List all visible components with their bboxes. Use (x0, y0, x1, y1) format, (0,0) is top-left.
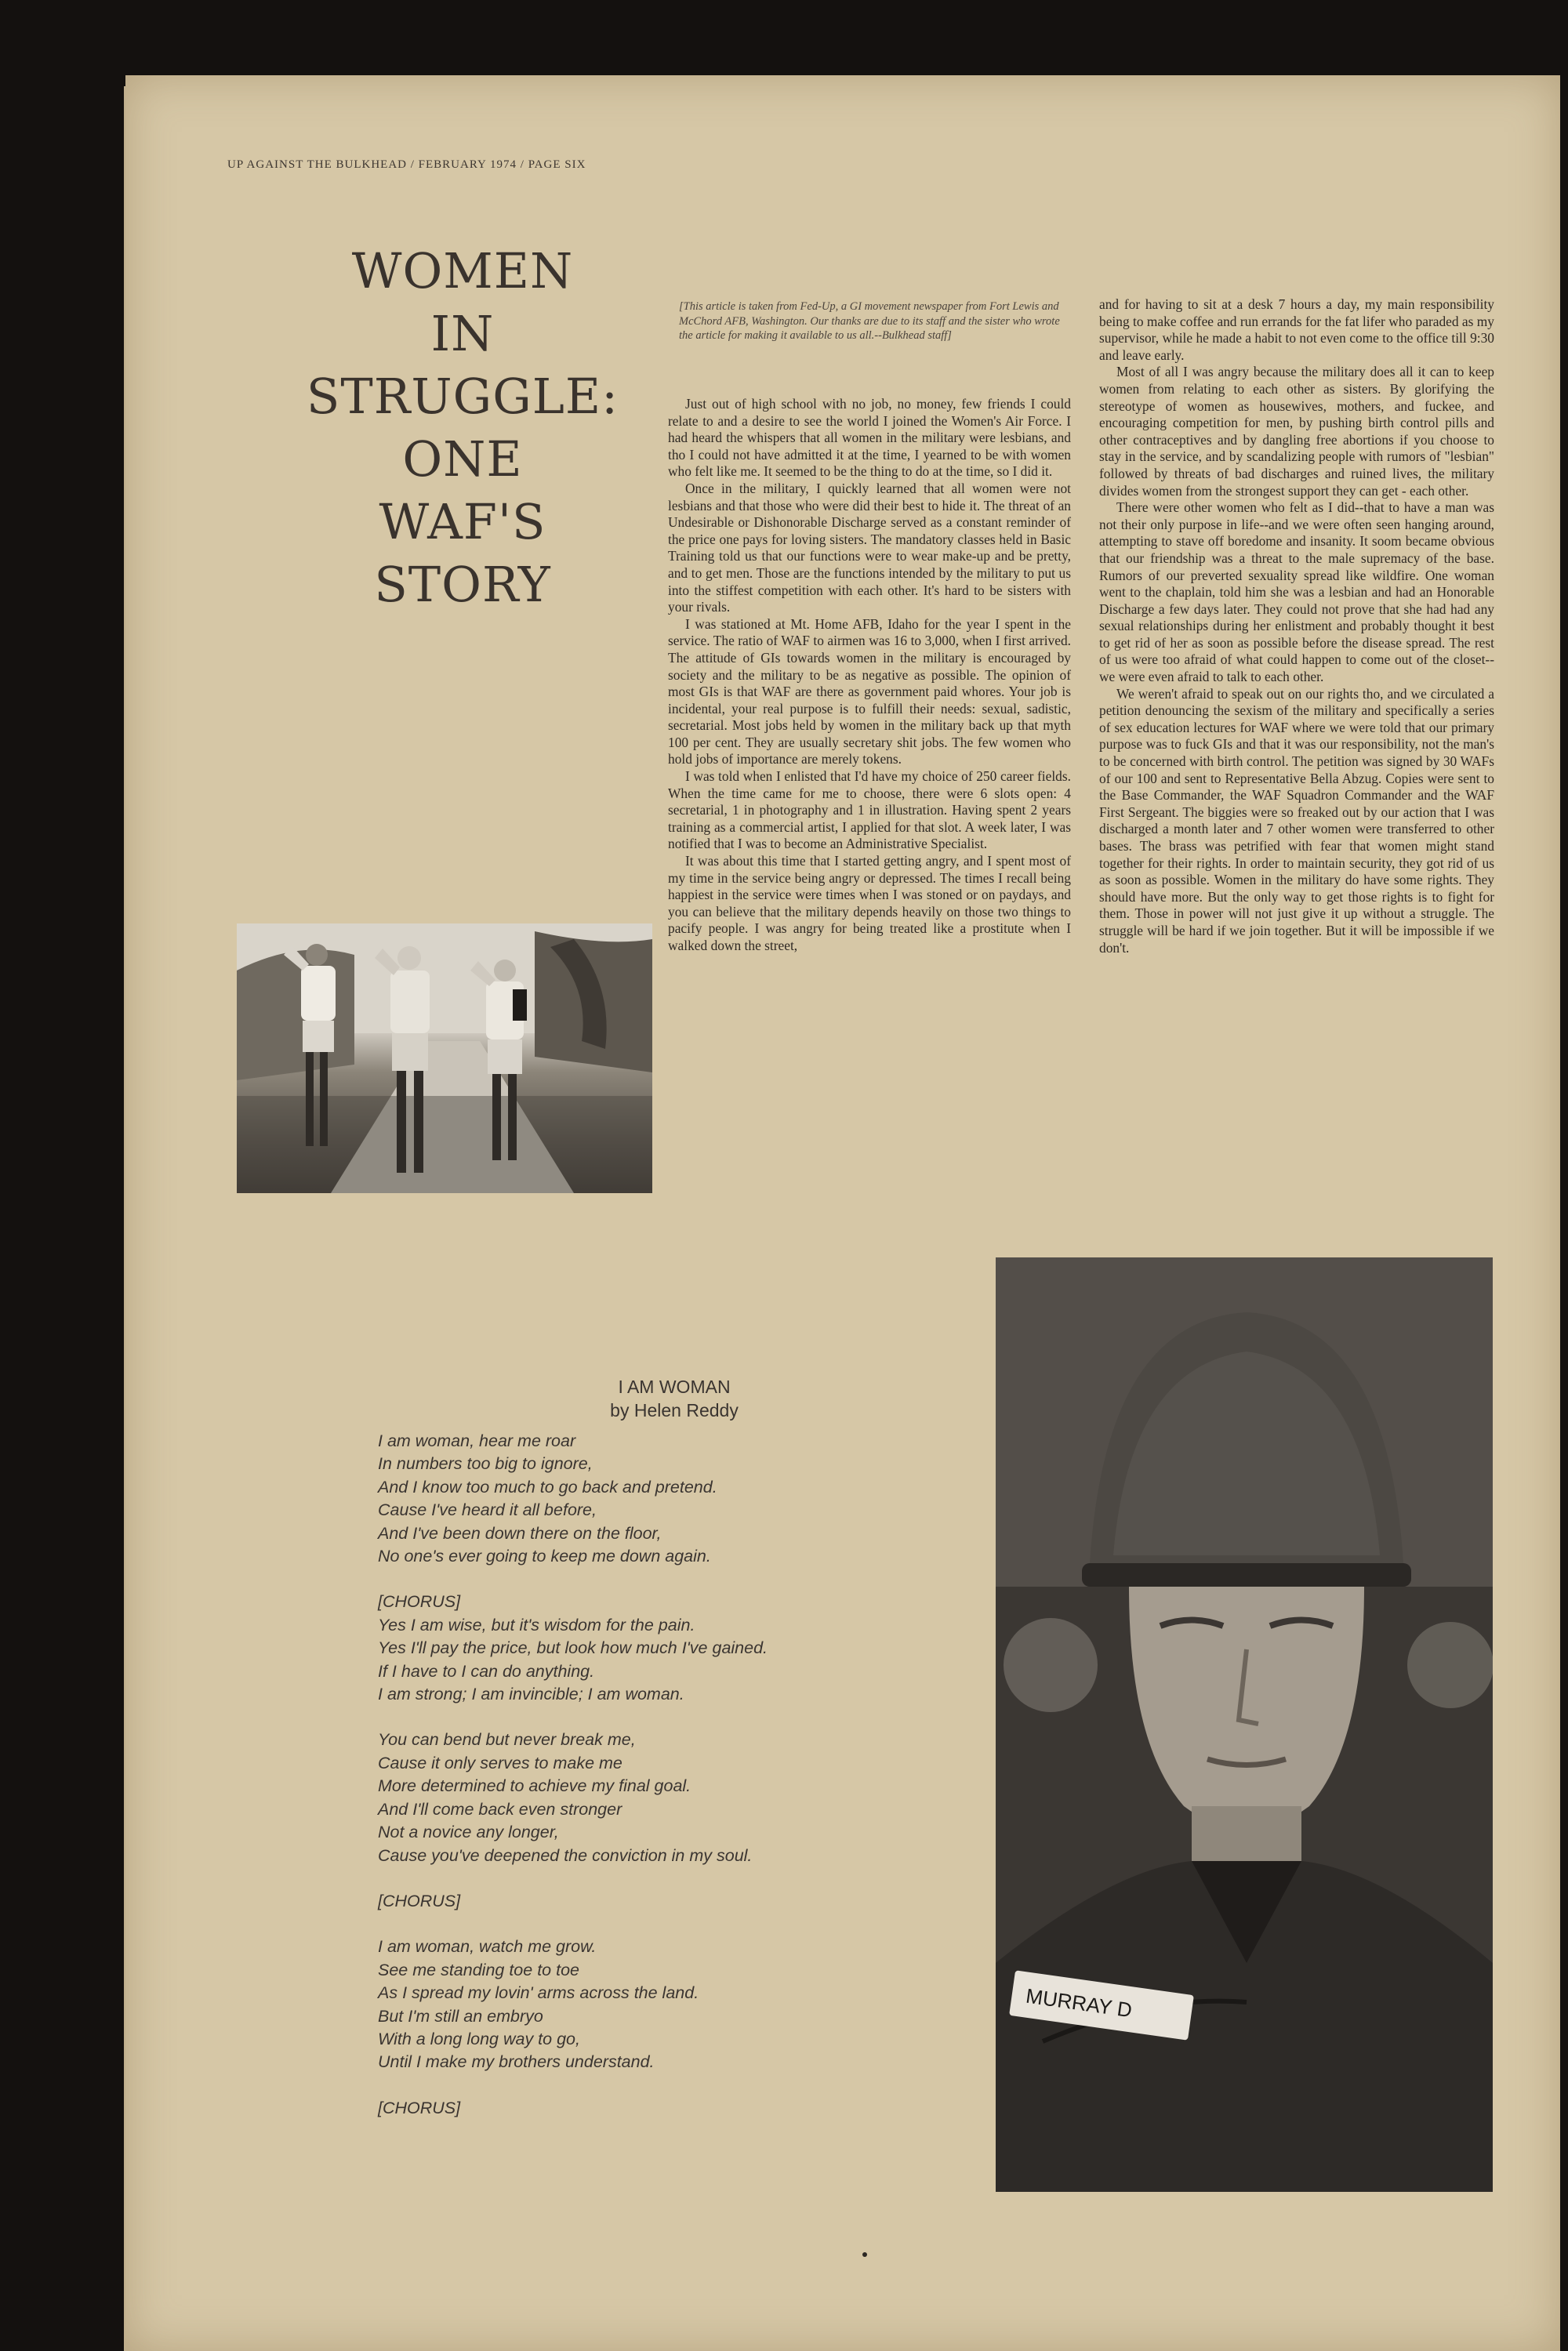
article-paragraph: I was told when I enlisted that I'd have my choice of 250 career fields. When the time came for me to choose, there were 6 slots open: 4 secretarial, 1 in photography and 1 in illustration. Having spent 2 years training as a commercial artist, I applied for that slot. A week later, I was notified that I was to become an Administrative Specialist. (668, 768, 1071, 852)
poem-line: [CHORUS] (378, 1891, 461, 1910)
poem-stanza (378, 1936, 786, 2073)
headline-line: IN (430, 305, 495, 362)
name-tag-text: MURRAY D (1024, 1983, 1134, 2023)
article-paragraph: and for having to sit at a desk 7 hours a day, my main responsibility being to make coffee and run errands for the fat lifer who paraded as my supervisor, while he made a habit to not even come to the office till 9:30 and leave early. (1099, 296, 1494, 363)
headline-line: STORY (374, 556, 551, 613)
poem-line: I am woman, watch me grow. (378, 1937, 597, 1957)
poem-line: In numbers too big to ignore, (378, 1454, 593, 1474)
editor-note: [This article is taken from Fed-Up, a GI movement newspaper from Fort Lewis and McChord AFB, Washington. Our thanks are due to its staff and the sister who wrote the article for making it available to us all.--Bulkhead staff] (679, 300, 1060, 343)
poem-stanza (378, 1591, 786, 1706)
article-paragraph: We weren't afraid to speak out on our rights tho, and we circulated a petition denouncing the sexism of the military and specifically a series of sex education lectures for WAF where we were told that our primary purpose was to fuck GIs and that it was our responsibility, not the man's to be concerned with birth control. The petition was signed by 30 WAFs of our 100 and sent to Representative Bella Abzug. Copies were sent to the Base Commander, the WAF Squadron Commander and the WAF First Sergeant. The biggies were so freaked out by our action that I was discharged a month later and 7 other women were transferred to other bases. The brass was petrified with fear that women might stand together for their rights. In order to maintain security, they got rid of us as soon as possible. Women in the military do have some rights. They should have more. But the only way to get those rights is to fight for them. Those in power will not just give it up without a struggle. The struggle will be hard if we join together. But it will be impossible if we don't. (1099, 685, 1494, 956)
poem-line: I am woman, hear me roar (378, 1431, 576, 1450)
poem-heading (486, 1375, 862, 1422)
poem-stanza (378, 2097, 786, 2120)
poem-line: Yes I am wise, but it's wisdom for the pain. (378, 1615, 695, 1634)
poem-line: As I spread my lovin' arms across the land. (378, 1983, 699, 2003)
poem-line: And I know too much to go back and pretend. (378, 1477, 717, 1497)
poem-stanza (378, 1890, 786, 1913)
poem-line: [CHORUS] (378, 2098, 461, 2117)
helmeted-woman-photo (996, 1257, 1493, 2192)
poem-line: I am strong; I am invincible; I am woman. (378, 1685, 684, 1704)
poem-line: More determined to achieve my final goal. (378, 1776, 691, 1796)
article-paragraph: Most of all I was angry because the military does all it can to keep women from relating to each other as sisters. By glorifying the stereotype of women as housewives, mothers, and fuckee, and encouraging competition for men, by pushing birth control pills and other contraceptives and by dangling free abortions if you choose to stay in the service, and by scandalizing people with rumors of "lesbian" followed by threats of bad discharges and ruined lives, the military divides women from the strongest support they can get - each other. (1099, 364, 1494, 499)
article-paragraph: It was about this time that I started getting angry, and I spent most of my time in the service being angry or depressed. The times I recall being happiest in the service were times when I was stoned or on paydays, and you can believe that the military depends heavily on those two things to pacify people. I was angry for being treated like a prostitute when I walked down the street, (668, 853, 1071, 953)
saluting-women-illustration (237, 923, 652, 1193)
poem-title: I AM WOMAN (618, 1377, 731, 1397)
poem-lyrics (378, 1430, 786, 2142)
poem-line: Cause it only serves to make me (378, 1753, 622, 1772)
running-head: UP AGAINST THE BULKHEAD / FEBRUARY 1974 / PAGE SIX (227, 158, 586, 171)
poem-line: Not a novice any longer, (378, 1823, 559, 1842)
poem-line: Cause I've heard it all before, (378, 1500, 597, 1520)
headline-line: ONE (402, 430, 523, 488)
headline-line: WOMEN (351, 242, 574, 299)
poem-line: [CHORUS] (378, 1592, 461, 1612)
poem-line: No one's ever going to keep me down again. (378, 1547, 711, 1566)
article-paragraph: I was stationed at Mt. Home AFB, Idaho for the year I spent in the service. The ratio of WAF to airmen was 16 to 3,000, when I first arrived. The attitude of GIs towards women in the military is encouraged by society and the military to be as negative as possible. The opinion of most GIs is that WAF are there as government paid whores. Your job is incidental, your real purpose is to fulfill their needs: sexual, sadistic, secretarial. Most jobs held by women in the military back up that myth 100 per cent. They are usually secretary shit jobs. The few women who hold jobs of importance are merely tokens. (668, 615, 1071, 767)
headline-line: WAF'S (379, 493, 546, 550)
article-column-2 (1099, 296, 1494, 956)
page-dot (862, 2252, 867, 2257)
poem-author: by Helen Reddy (610, 1400, 739, 1420)
headline-line: STRUGGLE: (306, 368, 619, 425)
saluting-women-photo (237, 923, 652, 1193)
article-paragraph: Once in the military, I quickly learned that all women were not lesbians and that those who were did their best to hide it. The threat of an Undesirable or Dishonorable Discharge served as a constant reminder of the price one pays for loving sisters. The mandatory classes held in Basic Training told us that our functions were to wear make-up and be pretty, and to get men. Those are the functions intended by the military to put us into the stiffest competition with each other. It's hard to be sisters with your rivals. (668, 480, 1071, 615)
poem-line: But I'm still an embryo (378, 2006, 543, 2026)
article-paragraph: There were other women who felt as I did--that to have a man was not their only purpose in life--and we were often seen hanging around, attempting to stave off boredome and insanity. It soom became obvious that our friendship was a threat to the male supremacy of the base. Rumors of our preverted sexuality spread like wildfire. One woman went to the chaplain, told him she was a lesbian and had an Honorable Discharge a few days later. They could not prove that she had had any sexual relationships during her enlistment and probably thought it best to get rid of her as soon as possible before the disease spread. The rest of us were too afraid of what could happen to come out of the closet--we were even afraid to talk to each other. (1099, 499, 1494, 685)
poem-line: With a long long way to go, (378, 2029, 580, 2048)
poem-stanza (378, 1729, 786, 1867)
poem-line: And I'll come back even stronger (378, 1799, 622, 1819)
article-column-1 (668, 396, 1071, 955)
poem-stanza (378, 1430, 786, 1568)
poem-line: You can bend but never break me, (378, 1730, 636, 1750)
article-headline (282, 240, 643, 616)
helmeted-woman-illustration (996, 1257, 1493, 2192)
poem-line: If I have to I can do anything. (378, 1661, 595, 1681)
poem-line: And I've been down there on the floor, (378, 1523, 662, 1543)
poem-line: Until I make my brothers understand. (378, 2052, 655, 2072)
poem-line: See me standing toe to toe (378, 1960, 579, 1979)
poem-line: Cause you've deepened the conviction in my soul. (378, 1845, 753, 1865)
poem-line: Yes I'll pay the price, but look how much I've gained. (378, 1638, 768, 1658)
article-paragraph: Just out of high school with no job, no money, few friends I could relate to and a desire to see the world I joined the Women's Air Force. I had heard the whispers that all women in the military were lesbians, and tho I could not have admitted it at the time, I yearned to be with women who felt like me. It seemed to be the thing to do at the time, so I did it. (668, 396, 1071, 480)
